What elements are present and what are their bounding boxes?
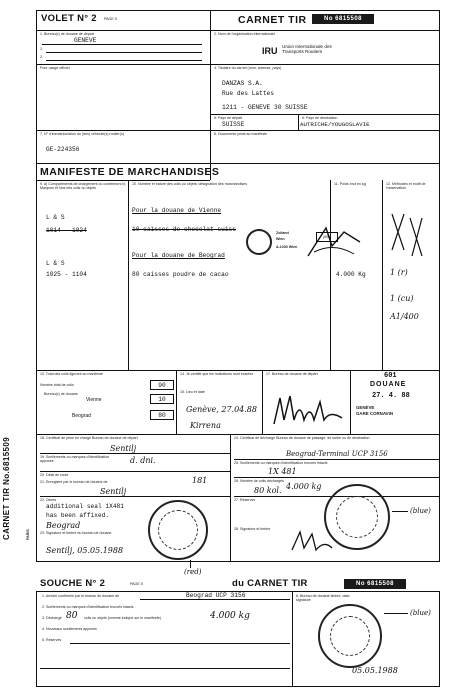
margin-note-2: 1 (cu): [390, 294, 414, 303]
souche-stamp-label: 6. Bureau de douane timbre, date, signature: [296, 594, 351, 602]
sec18-additional-2: has been affixed.: [46, 512, 110, 519]
manifest-row2-desc: 80 caisses poudre de cacao: [132, 271, 229, 278]
souche-line3-weight: 4.000 kg: [210, 611, 250, 621]
sec24-label: 24. Certificat de décharge Bureau de douane de passage, de sortie ou de destination: [234, 436, 370, 440]
summary-offices-label: Bureau(x) de douane: [44, 392, 78, 396]
field6-label: 6. Pays de destination: [302, 116, 338, 120]
field1-label: 1. Bureau(x) de douane de départ: [40, 32, 94, 36]
souche-carnet-number-badge: No 6815508: [344, 579, 406, 589]
field5-label: 5. Pays de départ: [214, 116, 243, 120]
row1-bottom-line: [36, 64, 440, 65]
field8-label: 8. Documents joints au manifeste: [214, 132, 268, 136]
field4-line-2: Rue des Lattes: [222, 90, 274, 97]
sec18-label20: 20. Délai de route: [40, 473, 69, 477]
customs-head: DOUANE: [370, 381, 407, 388]
summary-label13: 13. Total des colis figurant au manifeste: [40, 372, 104, 376]
carnet-number-badge: No 6815508: [312, 14, 374, 24]
sec24-rule-1: [234, 459, 440, 460]
souche-line3-text: colis ou objets (comme indiqué sur le manifeste): [84, 616, 161, 620]
sec18-seals: d. dni.: [130, 456, 156, 465]
manifest-title-rule: [36, 180, 210, 181]
sec24-signature: [290, 528, 334, 556]
field4-line-1: DANZAS S.A.: [222, 80, 263, 87]
sec18-label: 18. Certificat de prise en charge Bureau de douane de départ: [40, 436, 138, 440]
souche-stamp-inner-ring: [330, 616, 370, 656]
summary-label14: 14. Je certifie que les indications sont exactes: [180, 372, 254, 376]
summary-signer: Kirrena: [190, 421, 221, 430]
field6-value: AUTRICHE/YOUGOSLAVIE: [300, 121, 370, 128]
field4-bottom-line: [210, 114, 440, 115]
manifest-title: MANIFESTE DE MARCHANDISES: [40, 166, 220, 178]
zollamt-wien-stamp: [246, 229, 272, 255]
sec24-label28: 28. Signature et timbre: [234, 527, 271, 531]
sec18-label22: 22. Divers: [40, 498, 57, 502]
carnet-title: CARNET TIR: [238, 14, 307, 26]
sec18-sign-place-date: Sentilj, 05.05.1988: [46, 546, 124, 555]
sec18-rule-1: [40, 453, 230, 454]
manifest-title-end: [210, 163, 211, 180]
summary-bottom-line: [36, 434, 440, 435]
field1-underline: [42, 44, 202, 45]
red-annotation: (red): [184, 568, 202, 576]
sec18-rule-2: [40, 471, 230, 472]
sec24-weight: 4.000 kg: [286, 482, 322, 491]
row3-bottom-line: [36, 130, 440, 131]
summary-total: 90: [150, 380, 174, 390]
field3-label: Pour usage officiel: [40, 66, 70, 70]
summary-divider-3: [350, 370, 351, 434]
side-paris: PARIS: [26, 529, 30, 540]
sec24-rule-2: [234, 477, 440, 478]
summary-label13a: Nombre total de colis: [40, 383, 74, 387]
sec24-office: Beograd-Terminal UCP 3156: [286, 450, 388, 458]
souche-line3-label: 3. Déchargé: [42, 616, 62, 620]
customs-city: GENÈVE: [356, 405, 375, 410]
summary-row1-office: Vienne: [86, 397, 102, 403]
volet-page-label: PAGE 5: [104, 17, 117, 21]
summary-label17: 17. Bureau de douane de départ: [266, 372, 318, 376]
blue-annotation-2: (blue): [410, 609, 431, 617]
souche-line5-rule: [70, 643, 290, 644]
field5-value: SUISSE: [222, 121, 245, 128]
souche-carnet-title: du CARNET TIR: [232, 578, 308, 589]
blue-annotation-1-leader: [392, 511, 408, 512]
sec24-label25: 25. Scellements ou marques d'identification trouvés intacts: [234, 461, 328, 465]
sec18-24-divider: [230, 434, 231, 562]
col-divider-top: [210, 30, 211, 180]
manifest-bottom-line: [36, 370, 440, 371]
souche-page-label: PAGE 5: [130, 582, 143, 586]
sec18-rule-3: [40, 496, 230, 497]
manifest-row2-office: Pour la douane de Beograd: [132, 252, 225, 259]
field7-value: GE-224356: [46, 146, 80, 153]
zollamt-postcode: A-1030 Wien: [276, 245, 298, 249]
manifest-col-divider-2: [330, 180, 331, 370]
customs-date: 27. 4. 88: [372, 392, 410, 400]
customs-number: 601: [384, 372, 397, 380]
summary-label15: 15. Lieu et date: [180, 390, 205, 394]
sec18-additional-1: additional seal 1X481: [46, 503, 124, 510]
sec18-additional-3: Beograd: [46, 521, 81, 530]
manifest-col-divider-1: [128, 180, 129, 370]
manifest-row2-weight: 4.000 Kg: [336, 271, 366, 278]
header-divider: [210, 10, 211, 30]
souche-line5-label: 5. Réserves: [42, 638, 62, 642]
manifest-row1-desc: 10 caisses de chocolat suiss: [132, 226, 236, 233]
red-stamp-inner-ring: [158, 510, 198, 550]
field4-line-3: 1211 - GENEVE 30 SUISSE: [222, 104, 308, 111]
souche-line1-value: Beograd UCP 3156: [186, 592, 246, 599]
field1-value: GENEVE: [74, 37, 97, 44]
blue-annotation-2-leader: [384, 613, 408, 614]
vienna-signature-mark: [304, 222, 364, 262]
summary-row2-office: Beograd: [72, 413, 91, 419]
zollamt-number-box: (900): [316, 232, 338, 242]
blue-stamp-inner-ring: [336, 496, 378, 538]
souche-title: SOUCHE N° 2: [40, 578, 106, 589]
field1-line1: 1.: [40, 47, 43, 51]
summary-divider-1: [176, 370, 177, 434]
header-bottom-line: [36, 30, 440, 31]
summary-row1-count: 10: [150, 394, 174, 404]
blue-annotation-1: (blue): [410, 507, 431, 515]
field2-org-name: Union Internationale des Transports Routiers: [282, 44, 332, 55]
sec18-count: 181: [192, 476, 208, 485]
field1-line1-rule: [46, 52, 202, 53]
manifest-col11-label: 11. Poids brut en kg: [334, 182, 366, 186]
field5-6-divider: [298, 114, 299, 130]
souche-line4-label: 4. Nouveaux scellements apposés: [42, 627, 97, 631]
manifest-col9-label: 9. a) Compartiments de chargement ou conteneurs b) Marques et Nos des colis ou objets: [40, 182, 126, 190]
margin-note-1: 1 (r): [390, 268, 408, 277]
side-carnet-number: CARNET TIR No.6815509: [2, 436, 11, 540]
souche-line1-label: 1. Arrivée confirmée par le bureau de douane de: [42, 594, 120, 598]
zollamt-city: Wien: [276, 237, 285, 241]
manifest-row2-marks: L & S: [46, 260, 65, 267]
manifest-row1-range: 1014 - 1024: [46, 227, 87, 234]
souche-line1-rule: [140, 599, 290, 600]
manifest-row1-office: Pour la douane de Vienne: [132, 207, 222, 214]
sec18-office: Sentilj: [110, 444, 137, 453]
iru-logo: IRU: [262, 46, 278, 56]
souche-date: 05.05.1988: [352, 666, 398, 675]
summary-big-signature: [270, 390, 346, 430]
souche-line2-label: 2. Scellements ou marques d'identification trouvés intacts: [42, 605, 134, 609]
manifest-row1-marks: L & S: [46, 214, 65, 221]
sec18-label23: 23. Signature et timbre du bureau de douane: [40, 531, 112, 535]
field1-line2-rule: [46, 60, 202, 61]
summary-row2-count: 80: [150, 410, 174, 420]
summary-divider-2: [262, 370, 263, 434]
souche-line3-count: 80: [66, 611, 78, 621]
sec18-label21: 21. Enregistré par le bureau de douane de: [40, 480, 108, 484]
field7-label: 7. N° d'immatriculation du (des) véhicule(s) routier(s): [40, 132, 124, 136]
sec24-count: 80 kol.: [254, 486, 282, 495]
field2-label: 2. Nom de l'organisation internationale: [214, 32, 276, 36]
sec18-label19: 19. Scellements ou marques d'identification apposés: [40, 455, 110, 463]
margin-scribble: [386, 208, 436, 268]
manifest-col10-label: 10. Nombre et nature des colis ou objets; désignation des marchandises: [132, 182, 248, 186]
sec18-reg-office: Sentilj: [100, 487, 127, 496]
zollamt-label: Zollamt: [276, 231, 289, 235]
customs-place: GARE CORNAVIN: [356, 411, 393, 416]
souche-stamp-divider: [292, 591, 293, 687]
manifest-col12-label: 12. Méthodes et motif de l'observation: [386, 182, 426, 190]
volet-title: VOLET N° 2: [41, 13, 97, 24]
summary-place-date: Genève, 27.04.88: [186, 405, 257, 414]
sec24-label26: 26. Nombre de colis déchargés: [234, 479, 284, 483]
row4-bottom-line: [36, 163, 440, 164]
manifest-row2-range: 1025 - 1104: [46, 271, 87, 278]
margin-note-3: A1/400: [390, 312, 419, 321]
sec24-label27: 27. Réserves: [234, 498, 256, 502]
red-annotation-leader: [190, 560, 191, 568]
field1-line2: 2.: [40, 55, 43, 59]
manifest-col-divider-3: [382, 180, 383, 370]
souche-bottom-rule: [40, 668, 290, 669]
sec24-seal: 1X 481: [268, 467, 297, 476]
field4-label: 4. Titulaire du carnet (nom, adresse, pays): [214, 66, 282, 70]
